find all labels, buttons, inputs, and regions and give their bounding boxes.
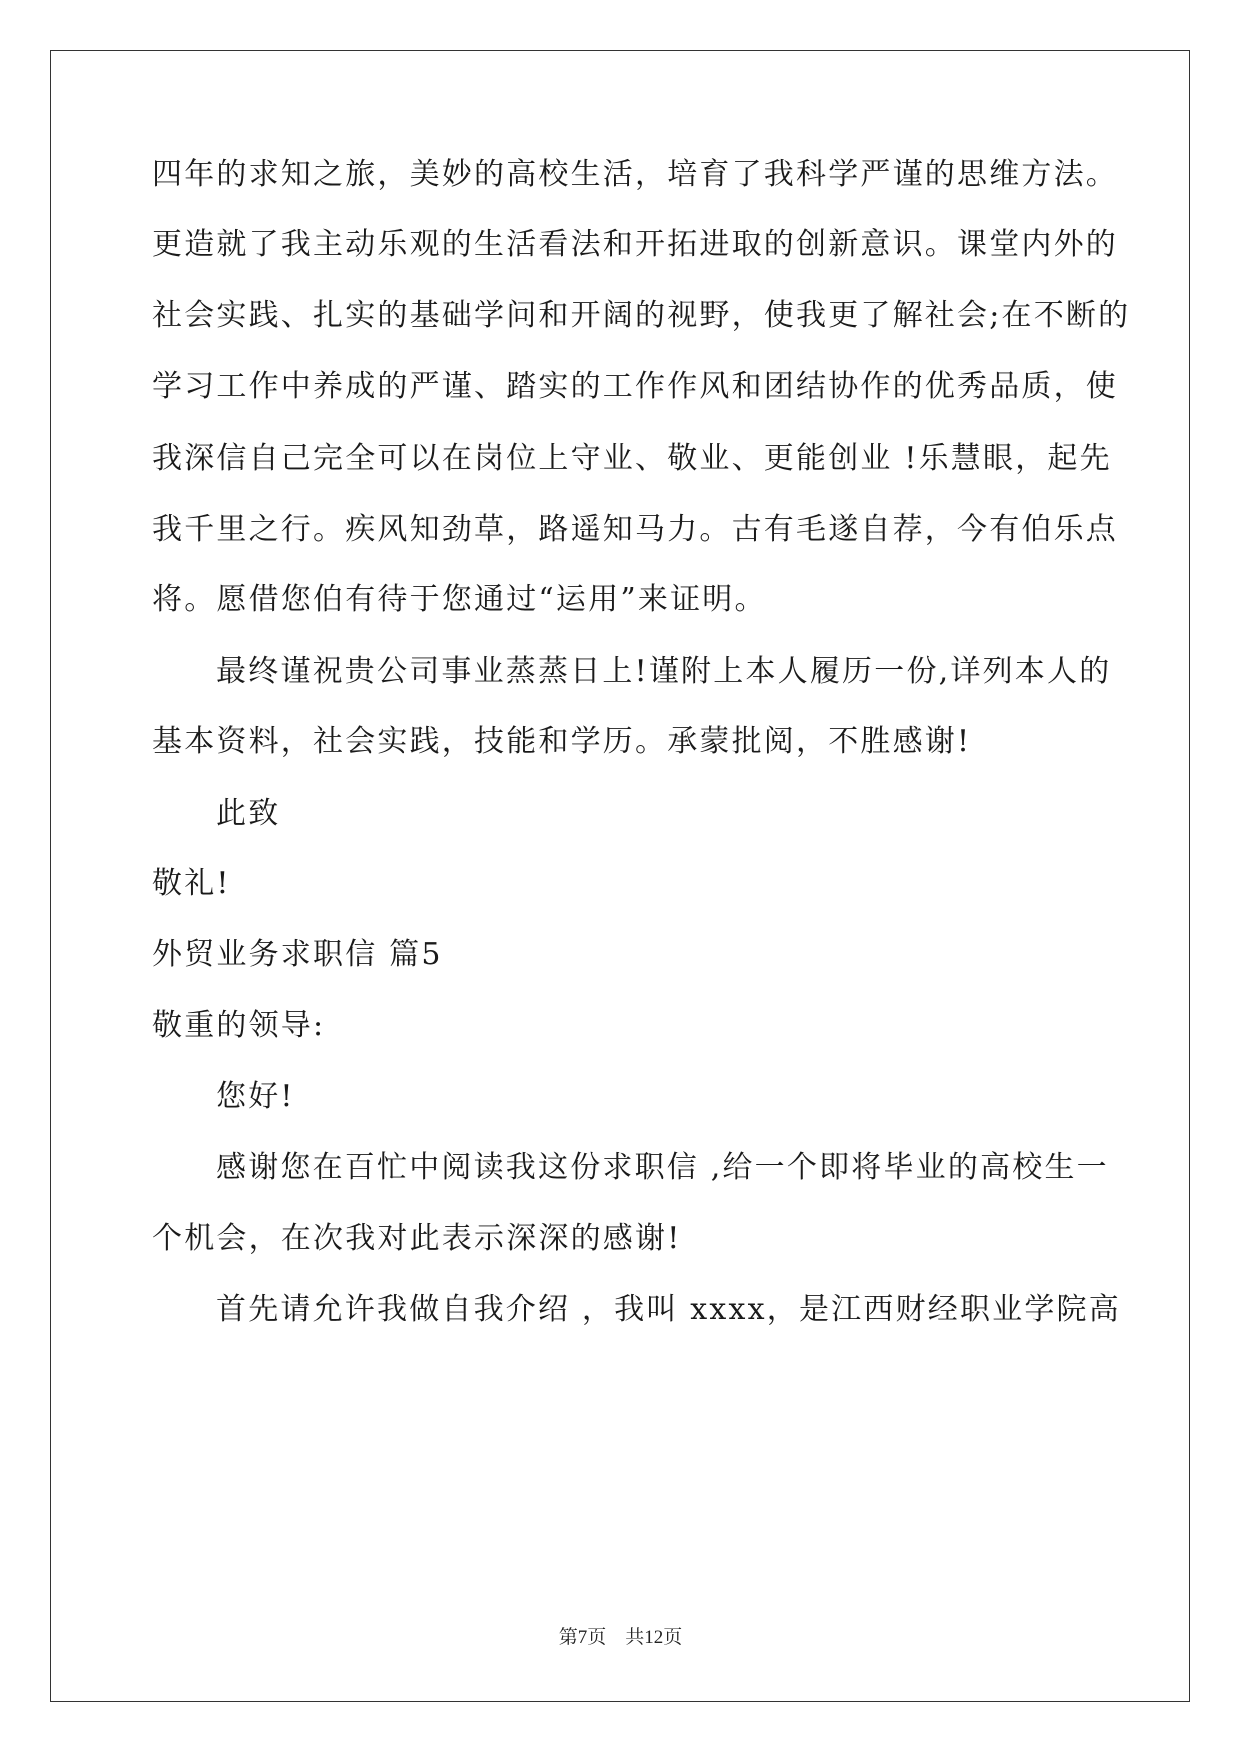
- body-line-3: 社会实践、扎实的基础学问和开阔的视野，使我更了解社会;在不断的: [152, 298, 1131, 333]
- closing-regards: 敬礼!: [152, 866, 231, 901]
- section-heading: 外贸业务求职信 篇5: [152, 937, 443, 972]
- body-line-15: 感谢您在百忙中阅读我这份求职信 ,给一个即将毕业的高校生一: [216, 1150, 1109, 1185]
- body-line-2: 更造就了我主动乐观的生活看法和开拓进取的创新意识。课堂内外的: [152, 227, 1118, 262]
- body-line-6: 我千里之行。疾风知劲草，路遥知马力。古有毛遂自荐，今有伯乐点: [152, 512, 1118, 547]
- body-line-4: 学习工作中养成的严谨、踏实的工作作风和团结协作的优秀品质，使: [152, 369, 1118, 404]
- page-number-footer: 第7页 共12页: [558, 1627, 683, 1648]
- closing-salutation: 此致: [216, 796, 281, 831]
- body-line-16: 个机会，在次我对此表示深深的感谢!: [152, 1221, 682, 1256]
- body-line-7: 将。愿借您伯有待于您通过“运用”来证明。: [152, 582, 767, 617]
- body-line-8: 最终谨祝贵公司事业蒸蒸日上!谨附上本人履历一份,详列本人的: [216, 654, 1112, 689]
- hello-line: 您好!: [216, 1079, 295, 1114]
- body-line-5: 我深信自己完全可以在岗位上守业、敬业、更能创业 !乐慧眼，起先: [152, 441, 1112, 476]
- body-line-17: 首先请允许我做自我介绍 ，我叫 xxxx，是江西财经职业学院高: [216, 1292, 1121, 1327]
- body-line-1: 四年的求知之旅，美妙的高校生活，培育了我科学严谨的思维方法。: [152, 157, 1118, 192]
- body-line-9: 基本资料，社会实践，技能和学历。承蒙批阅，不胜感谢!: [152, 724, 972, 759]
- letter-greeting: 敬重的领导:: [152, 1008, 326, 1043]
